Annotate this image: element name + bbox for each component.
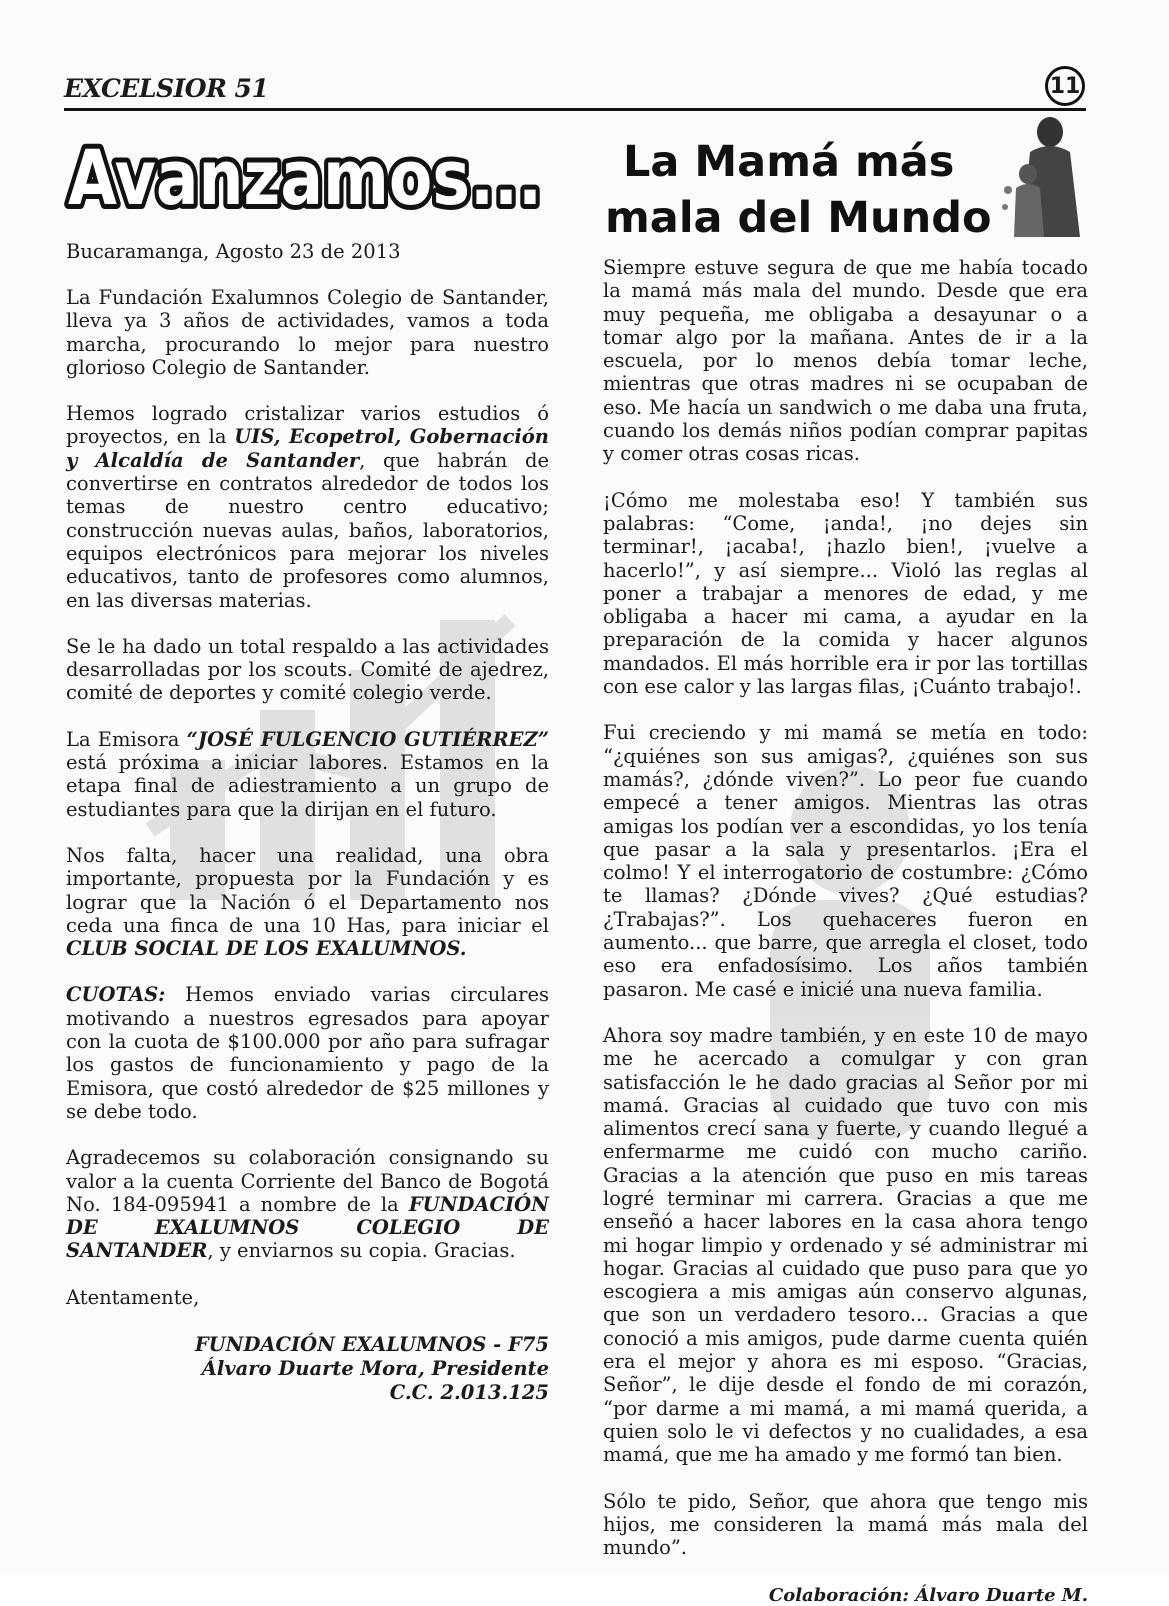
paragraph-7-text-a: Agradecemos su colaboración consignando su valor a la cuenta Corriente del Banco de Bogotá No. 184-095941 a nombre de la [66,1146,549,1216]
paragraph-4 [66,728,549,821]
paragraph-2-emphasis: UIS, Ecopetrol, Gobernación y Alcaldía de Santander [66,425,549,472]
paragraph-2-text-a: Hemos logrado cristalizar varios estudios ó proyectos, en la [66,402,549,449]
title-text: Avanzamos... [67,133,543,222]
signature-line-2: Álvaro Duarte Mora, Presidente [201,1356,549,1380]
title-line-1: La Mamá más [623,137,955,187]
cuotas-label: CUOTAS: [66,983,166,1007]
paragraph-3: Se le ha dado un total respaldo a las actividades desarrolladas por los scouts. Comité de ajedrez, comité de deportes y comité colegio verde. [66,634,549,705]
paragraph-4-text-c: está próxima a iniciar labores. Estamos en la etapa final de adiestramiento a un grupo de estudiantes para que la dirijan en el futuro. [66,751,549,821]
article-title-mama [605,134,1088,246]
signature-line-3: C.C. 2.013.125 [389,1380,549,1404]
page-number: 11 [1045,66,1085,106]
left-article [66,120,549,1405]
article-title-avanzamos [64,120,547,220]
foundation-name: FUNDACIÓN DE EXALUMNOS COLEGIO DE SANTANDER [66,1192,549,1263]
signature-line-1: FUNDACIÓN EXALUMNOS - F75 [194,1332,549,1356]
title-line-2: mala del Mundo [605,193,992,243]
magazine-header: EXCELSIOR 51 [64,74,269,103]
paragraph-1: La Fundación Exalumnos Colegio de Santander, lleva ya 3 años de actividades, vamos a toda marcha, procurando lo mejor para nuestro glorioso Colegio de Santander. [66,286,549,379]
mama-paragraph-3: Fui creciendo y mi mamá se metía en todo: “¿quiénes son sus amigas?, ¿quiénes son sus mamás?, ¿dónde viven?”. Lo peor fue cuando empecé a tener amigos. Mientras las otras amigas los podían ver a escondidas, yo los tenía que pasar a la sala y presentarlos. ¡Era el colmo! Y el interrogatorio de costumbre: ¿Cómo te llamas? ¿Dónde vives? ¿Qué estudias? ¿Trabajas?”. Los quehaceres fueron en aumento... que barre, que arregla el closet, todo eso era enfadosísimo. Los años también pasaron. Me casé e inicié una nueva familia. [603,721,1088,1001]
radio-station-name: “JOSÉ FULGENCIO GUTIÉRREZ” [186,727,549,751]
article-credit: Colaboración: Álvaro Duarte M. [768,1585,1088,1606]
header-rule [64,108,1086,111]
mama-paragraph-1: Siempre estuve segura de que me había tocado la mamá más mala del mundo. Desde que era muy pequeña, me obligaba a desayunar o a tomar algo por la mañana. Antes de ir a la escuela, por lo menos debía tomar leche, mientras que otras madres ni se ocupaban de eso. Me hacía un sandwich o me daba una fruta, cuando los demás niños podían comprar papitas y comer otras cosas ricas. [603,256,1088,466]
paragraph-6 [66,983,549,1123]
paragraph-7 [66,1146,549,1262]
right-article-body [603,256,1088,1606]
signature-block [66,1333,549,1405]
paragraph-5-text-a: Nos falta, hacer una realidad, una obra importante, propuesta por la Fundación y es lograr que la Nación ó el Departamento nos ceda una finca de una 10 Has, para iniciar el [66,843,549,937]
mama-paragraph-5: Sólo te pido, Señor, que ahora que tengo mis hijos, me consideren la mamá más mala del mundo”. [603,1489,1088,1560]
paragraph-4-text-a: La Emisora [66,727,187,751]
mama-paragraph-4: Ahora soy madre también, y en este 10 de mayo me he acercado a comulgar y con gran satisfacción le he dado gracias al Señor por mi mamá. Gracias al cuidado que tuvo con mis alimentos crecí sana y fuerte, y cuando llegué a enfermarme me cuidó con mucho cariño. Gracias a la atención que puso en mis tareas logré terminar mi carrera. Gracias a que me enseñó a hacer labores en la casa ahora tengo mi hogar limpio y ordenado y sé administrar mi hogar. Gracias al cuidado que puso para que yo escogiera a mis amigas aún conservo algunas, que son un verdadero tesoro... Gracias a que conoció a mis amigos, pude darme cuenta quién era el mejor y ahora es mi esposo. “Gracias, Señor”, le dije desde el fondo de mi corazón, “por darme a mi mamá, a mi mamá querida, a quien solo le vi defectos y no cualidades, a esa mamá, que me ha amado y me formó tan bien. [603,1023,1088,1467]
paragraph-2-text-c: , que habrán de convertirse en contratos alrededor de todos los temas de nuestro centro educativo; construcción nuevas aulas, baños, laboratorios, equipos electrónicos para mejorar los niveles educativos, tanto de profesores como alumnos, en las diversas materias. [66,448,550,612]
mama-paragraph-2: ¡Cómo me molestaba eso! Y también sus palabras: “Come, ¡anda!, ¡no dejes sin terminar!, ¡acaba!, ¡hazlo bien!, ¡vuelve a hacerlo!”, y así siempre... Violó las reglas al poner a trabajar a menores de edad, y me obligaba a hacer mi cama, a ayudar en la preparación de la comida y hacer algunos mandados. El más horrible era ir por las tortillas con ese calor y las largas filas, ¡Cuánto trabajo!. [603,488,1088,699]
paragraph-2 [66,402,549,612]
paragraph-5 [66,844,549,960]
paragraph-7-text-c: , y enviarnos su copia. Gracias. [207,1239,516,1263]
club-name: CLUB SOCIAL DE LOS EXALUMNOS. [66,937,467,961]
closing: Atentamente, [66,1285,200,1309]
article-date: Bucaramanga, Agosto 23 de 2013 [66,240,401,263]
paragraph-6-text: Hemos enviado varias circulares motivando a nuestros egresados para apoyar con la cuota de $100.000 por año para sufragar los gastos de funcionamiento y pago de la Emisora, que costó alrededor de $25 millones y se debe todo. [66,983,549,1123]
right-article [603,120,1088,1606]
